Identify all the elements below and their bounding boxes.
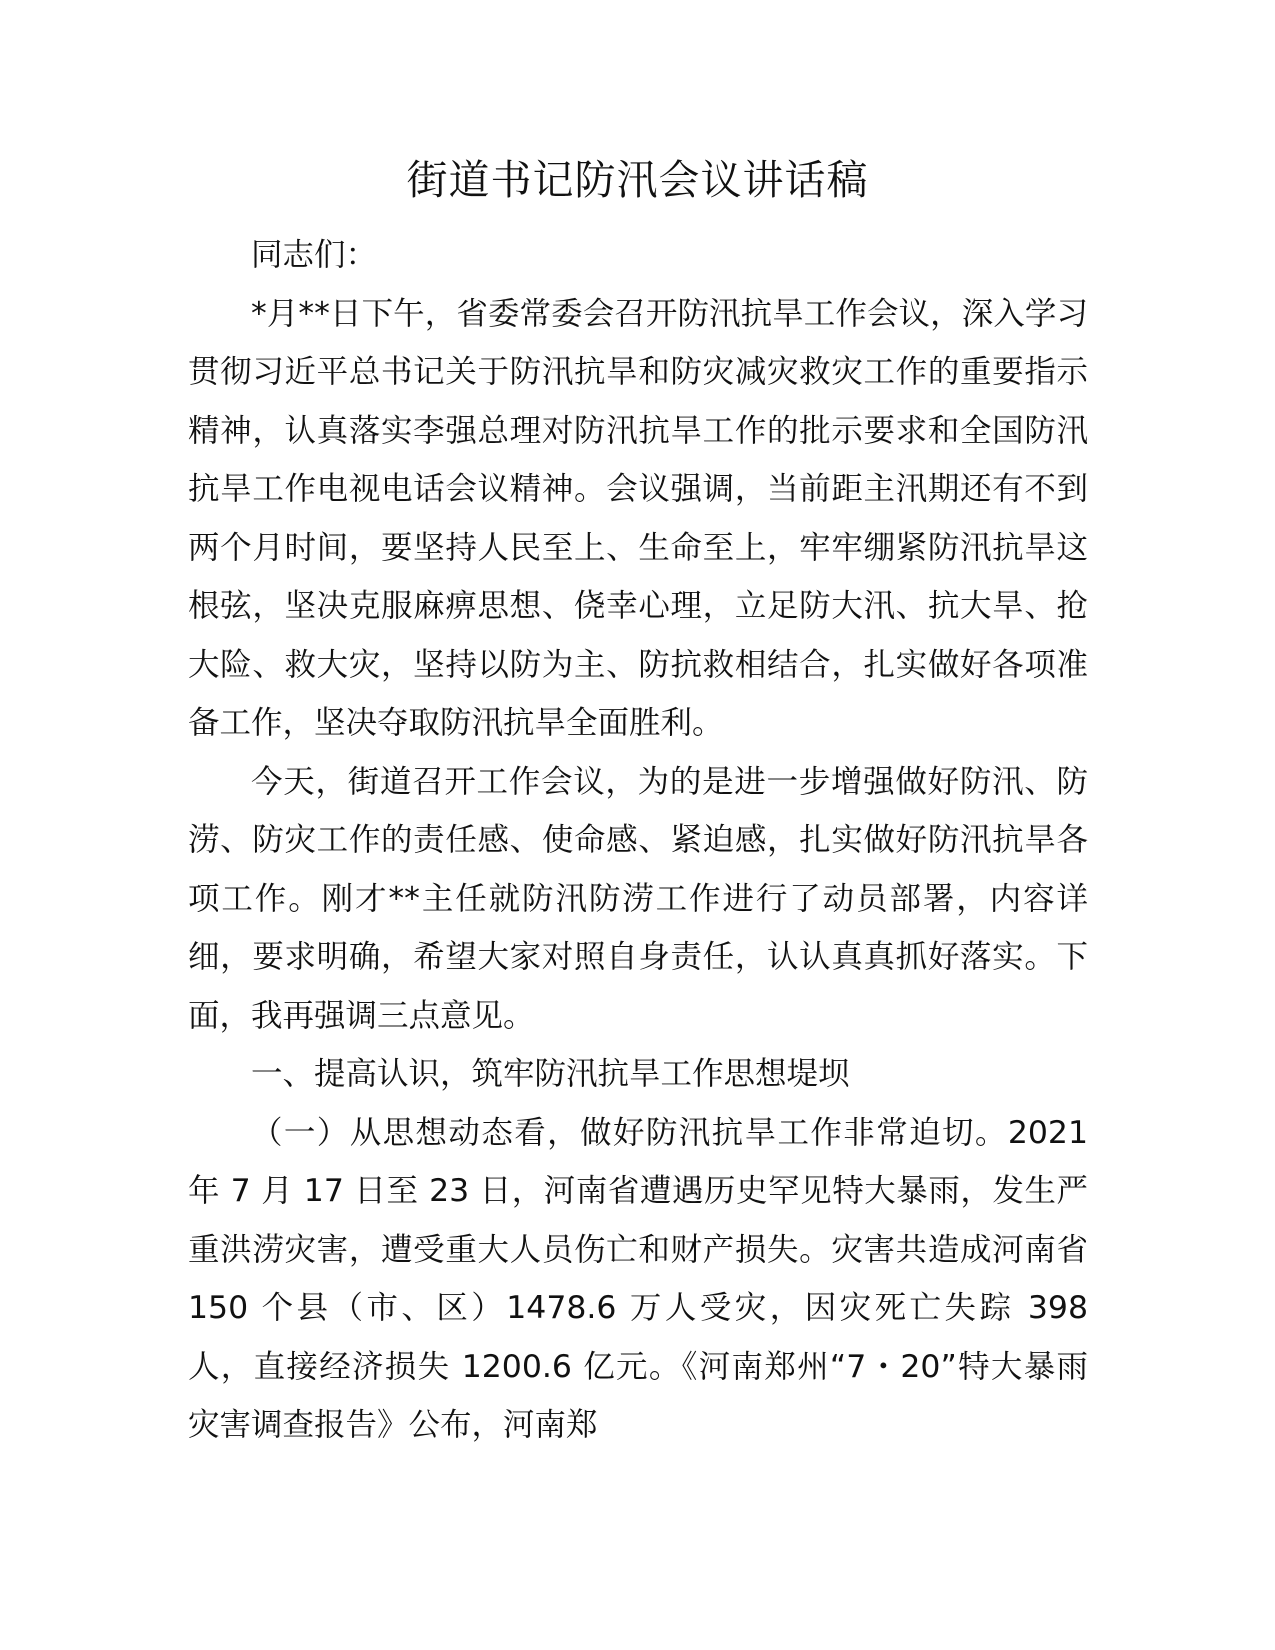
salutation: 同志们： <box>251 237 378 273</box>
paragraph-meeting-summary: *月**日下午，省委常委会召开防汛抗旱工作会议，深入学习贯彻习近平总书记关于防汛抗旱和防灾减灾救灾工作的重要指示精神，认真落实李强总理对防汛抗旱工作的批示要求和全国防汛抗旱工作电视电话会议精神。会议强调，当前距主汛期还有不到两个月时间，要坚持人民至上、生命至上，牢牢绷紧防汛抗旱这根弦，坚决克服麻痹思想、侥幸心理，立足防大汛、抗大旱、抢大险、救大灾，坚持以防为主、防抗救相结合，扎实做好各项准备工作，坚决夺取防汛抗旱全面胜利。 <box>188 295 1088 741</box>
subsection-lead: （一）从思想动态看，做好防汛抗旱工作非常迫切。 <box>251 1114 1008 1151</box>
paragraph-meeting-purpose: 今天，街道召开工作会议，为的是进一步增强做好防汛、防涝、防灾工作的责任感、使命感、紧迫感，扎实做好防汛抗旱各项工作。刚才**主任就防汛防涝工作进行了动员部署，内容详细，要求明确，希望大家对照自身责任，认认真真抓好落实。下面，我再强调三点意见。 <box>188 763 1088 1034</box>
document-body <box>188 226 1088 1455</box>
subsection-paragraph <box>188 1104 1088 1455</box>
section-heading: 一、提高认识，筑牢防汛抗旱工作思想堤坝 <box>251 1056 850 1092</box>
document-title: 街道书记防汛会议讲话稿 <box>406 156 869 204</box>
subsection-text: 2021 年 7 月 17 日至 23 日，河南省遭遇历史罕见特大暴雨，发生严重洪涝灾害，遭受重大人员伤亡和财产损失。灾害共造成河南省 150 个县（市、区）1478.6 万人受灾，因灾死亡失踪 398 人，直接经济损失 1200.6 亿元。《河南郑州“7・20”特大暴雨灾害调查报告》公布，河南郑 <box>188 1114 1088 1443</box>
